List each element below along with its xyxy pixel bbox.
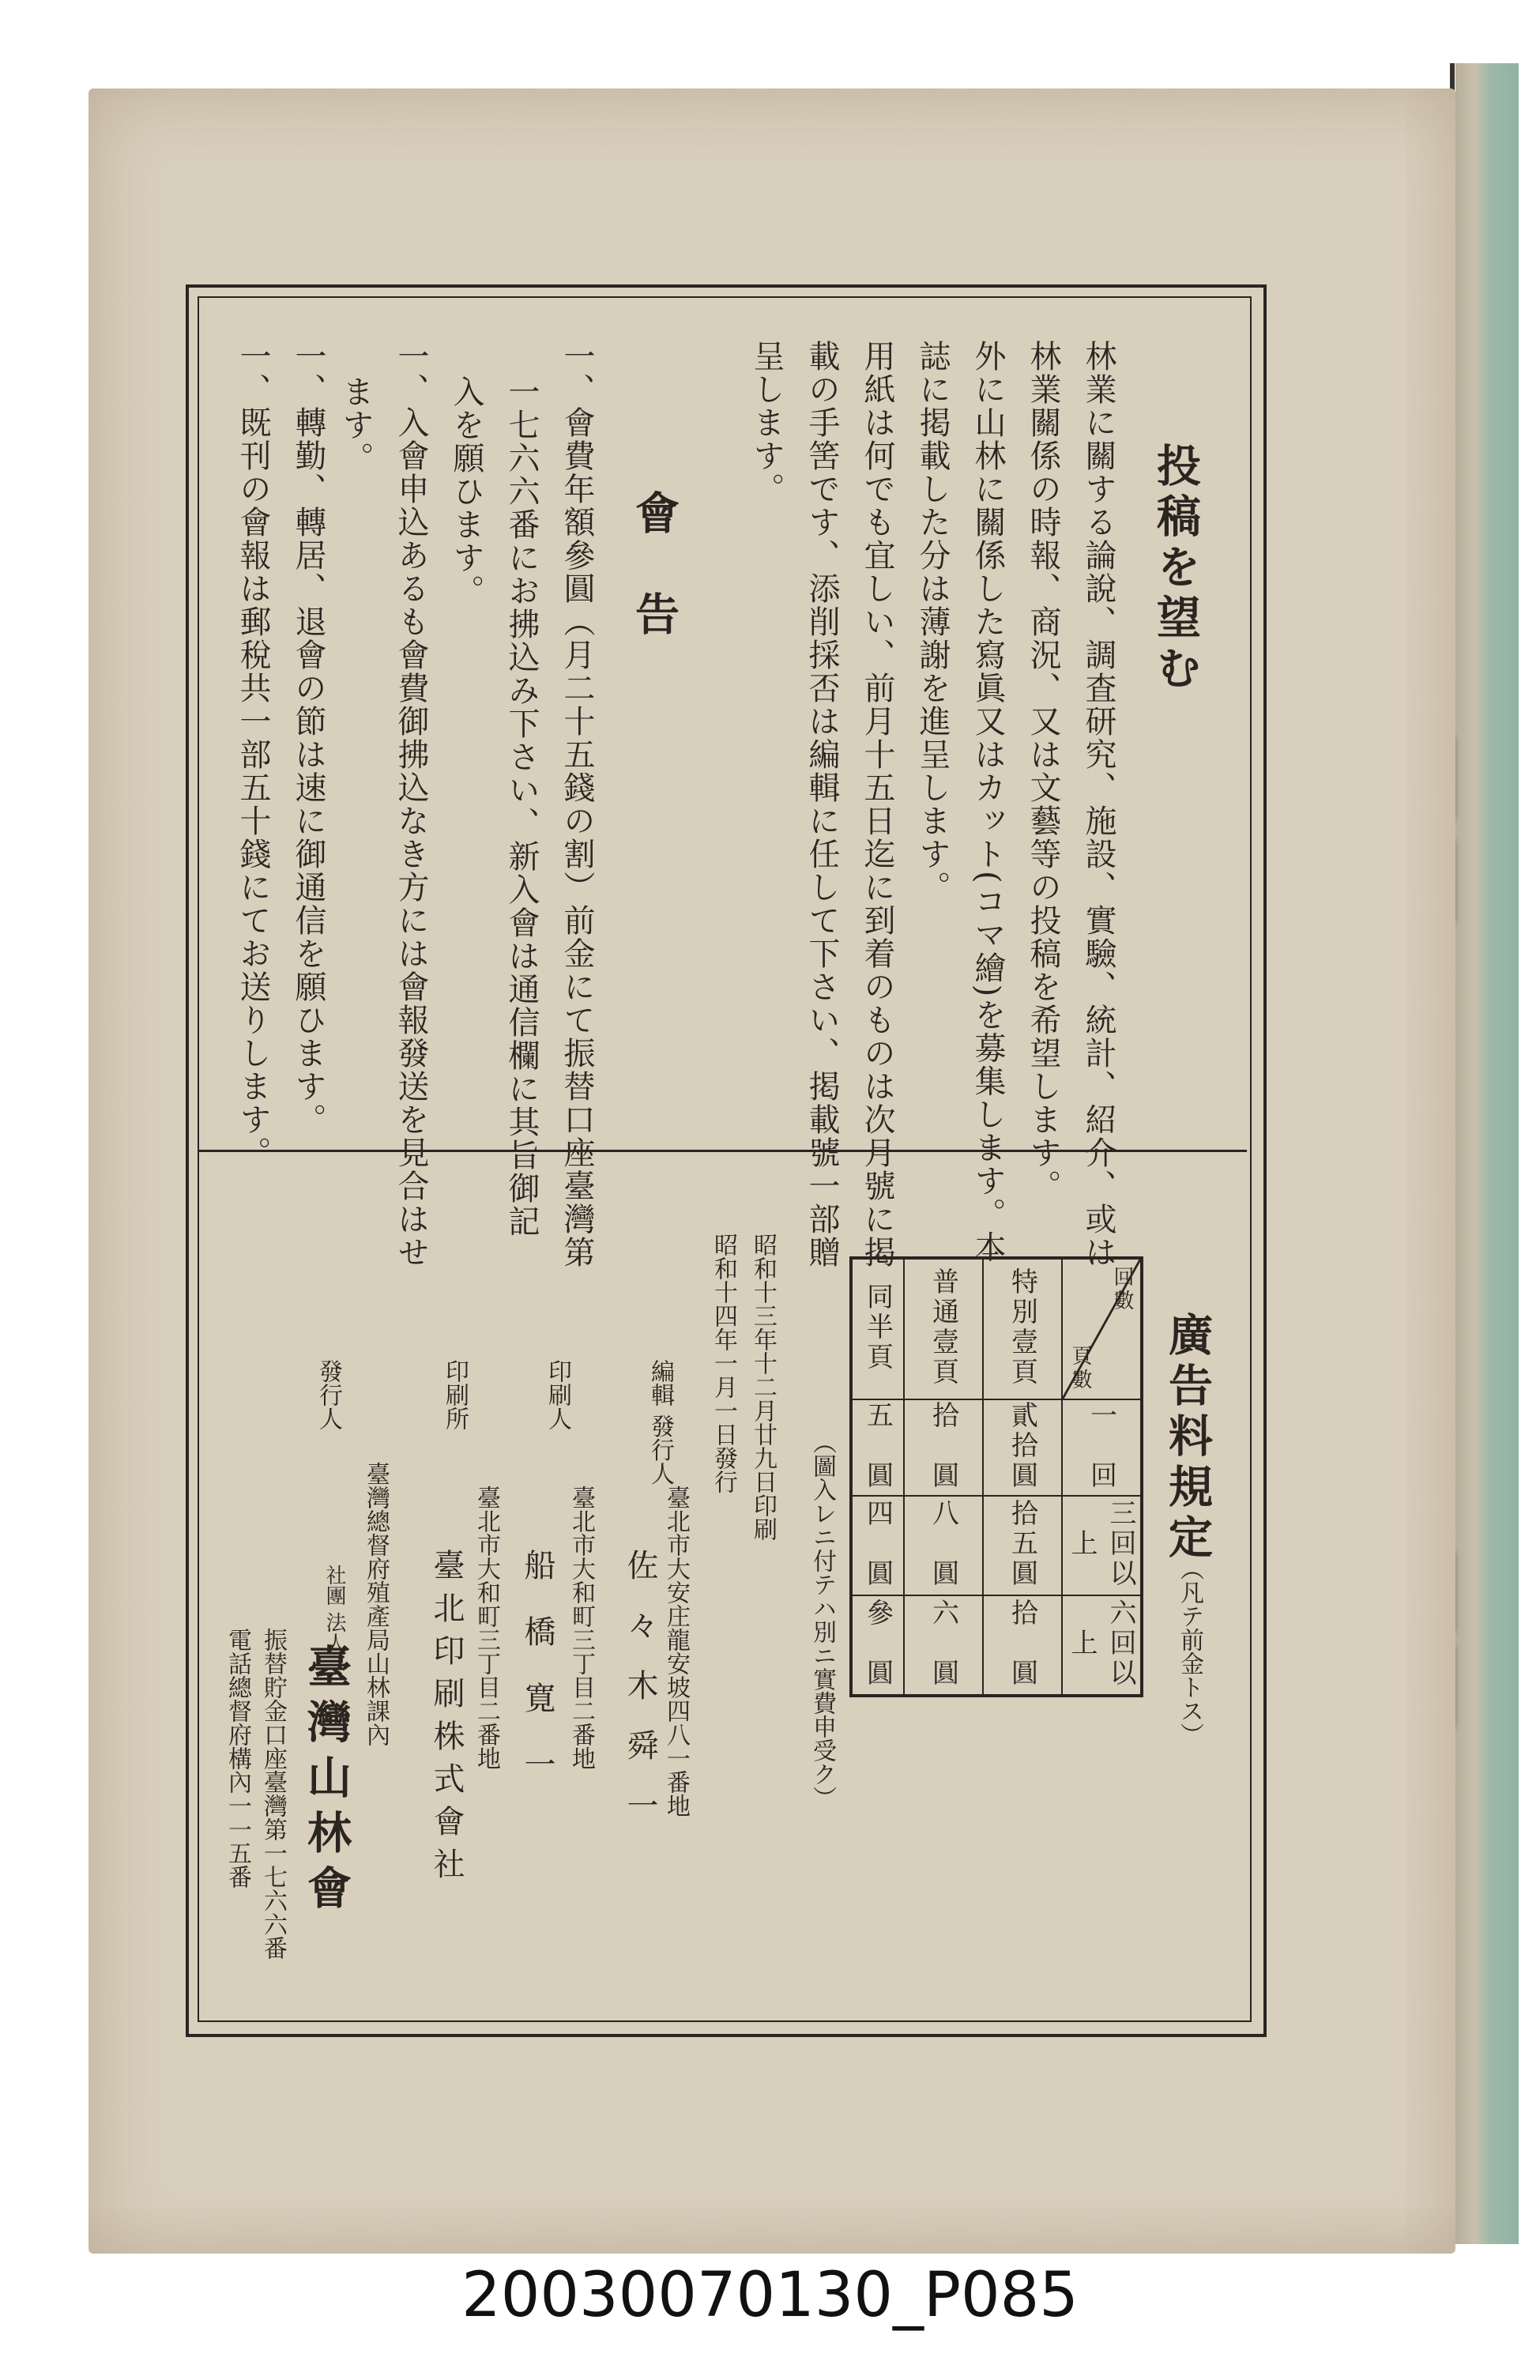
notice-line: 一、轉勤、轉居、退會の節は速に御通信を願ひます。 [290, 340, 326, 1136]
ad-rates-title: 廣告料規定 [1162, 1312, 1214, 1565]
table-cell: 六 圓 [904, 1595, 983, 1696]
header-pages: 頁數 [1068, 1345, 1092, 1392]
contributions-line: 呈します。 [748, 340, 785, 506]
row-header-normal: 普通壹頁 [904, 1258, 983, 1399]
notice-line: 一七六六番にお拂込み下さい、新入會は通信欄に其旨御記 [503, 375, 540, 1238]
print-date: 昭和十三年十二月廿九日印刷 [749, 1233, 777, 1541]
press-label: 印刷所 [441, 1359, 469, 1430]
row-header-half: 同半頁 [851, 1258, 904, 1399]
archive-id-caption: 20030070130_P085 [461, 2260, 1079, 2331]
table-cell: 拾 圓 [904, 1399, 983, 1496]
notice-title: 會 告 [628, 490, 680, 642]
table-cell: 八 圓 [904, 1496, 983, 1595]
notice-line: 一、入會申込あるも會費御拂込なき方には會報發送を見合はせ [393, 340, 429, 1269]
column-header: 一 回 [1062, 1399, 1142, 1496]
press-name: 臺北印刷株式會社 [428, 1549, 465, 1890]
adjacent-page-edge [1455, 63, 1519, 2244]
printer-address: 臺北市大和町三丁目二番地 [567, 1486, 595, 1770]
editor-address: 臺北市大安庄龍安坡四八一番地 [662, 1486, 690, 1817]
ad-rates-table [849, 1256, 1143, 1697]
printer-name: 船橋寛一 [519, 1549, 555, 1814]
publisher-label: 發行人 [314, 1359, 342, 1430]
publisher-office: 臺灣總督府殖產局山林課內 [362, 1462, 390, 1746]
contributions-line: 林業に關する論說、調査研究、施設、實驗、統計、紹介、或は [1080, 340, 1116, 1269]
table-cell: 拾五圓 [983, 1496, 1062, 1595]
publisher-type: 社團 法人 [322, 1565, 346, 1654]
contributions-line: 外に山林に關係した寫眞又はカット(コマ繪)を募集します。本 [970, 340, 1006, 1264]
column-header: 六回以上 [1062, 1595, 1142, 1696]
contributions-title: 投稿を望む [1150, 442, 1202, 695]
notice-line: 一、既刊の會報は郵稅共一部五十錢にてお送りします。 [235, 340, 271, 1169]
contributions-line: 林業關係の時報、商況、又は文藝等の投稿を希望します。 [1025, 340, 1061, 1203]
header-times: 回數 [1110, 1266, 1134, 1313]
column-header: 三回以上 [1062, 1496, 1142, 1595]
notice-line: 一、會費年額參圓（月二十五錢の割）前金にて振替口座臺灣第 [559, 340, 595, 1269]
postal-account: 振替貯金口座臺灣第一七六六番 [259, 1628, 287, 1960]
contributions-line: 用紙は何でも宜しい、前月十五日迄に到着のものは次月號に掲 [859, 340, 895, 1269]
contributions-line: 誌に掲載した分は薄謝を進呈します。 [914, 340, 951, 904]
editor-label: 編輯 發行人 [646, 1359, 674, 1486]
table-cell: 五 圓 [851, 1399, 904, 1496]
table-cell: 貳拾圓 [983, 1399, 1062, 1496]
phone: 電話總督府構內一一五番 [224, 1628, 251, 1889]
table-cell: 拾 圓 [983, 1595, 1062, 1696]
publish-date: 昭和十四年一月一日發行 [710, 1233, 737, 1493]
contributions-line: 載の手筈です、添削採否は編輯に任して下さい、掲載號一部贈 [804, 340, 840, 1269]
notice-line: ます。 [337, 375, 374, 475]
editor-name: 佐々木舜一 [622, 1549, 658, 1849]
row-header-special: 特別壹頁 [983, 1258, 1062, 1399]
table-cell: 參 圓 [851, 1595, 904, 1696]
publisher-name: 臺灣山林會 [300, 1644, 352, 1920]
press-address: 臺北市大和町三丁目二番地 [473, 1486, 500, 1770]
printer-label: 印刷人 [544, 1359, 571, 1430]
table-corner-header [1062, 1258, 1142, 1399]
ad-rates-note: （圖入レニ付テハ別ニ實費申受ク） [808, 1430, 836, 1809]
ad-rates-subtitle: （凡テ前金トス） [1176, 1557, 1203, 1746]
notice-line: 入を願ひます。 [448, 375, 484, 608]
table-cell: 四 圓 [851, 1496, 904, 1595]
